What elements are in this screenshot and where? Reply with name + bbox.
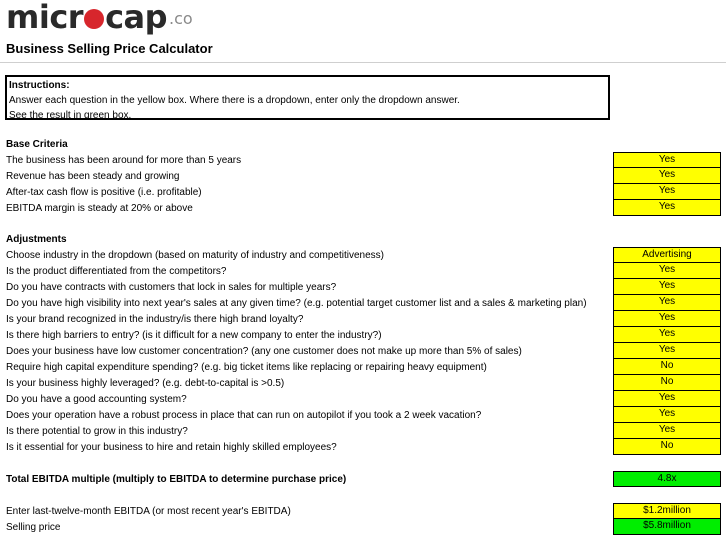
selling-price-result: $5.8million (613, 519, 721, 535)
ebitda-input[interactable]: $1.2million (613, 503, 721, 519)
adjustment-question-7: Does your business have low customer concentration? (any one customer does not make up more than 5% of sales) (6, 346, 522, 357)
instructions-line-1: Answer each question in the yellow box. Where there is a dropdown, enter only the dropdown answer. (9, 95, 460, 106)
base-answer-4[interactable]: Yes (613, 200, 721, 216)
base-question-3: After-tax cash flow is positive (i.e. profitable) (6, 187, 202, 198)
adjustment-question-6: Is there high barriers to entry? (is it difficult for a new company to enter the industry?) (6, 330, 382, 341)
logo-text-part1: micr (6, 0, 84, 36)
adjustment-question-4: Do you have high visibility into next year's sales at any given time? (e.g. potential target customer list and a sales & marketing plan) (6, 298, 587, 309)
adjustment-answer-2[interactable]: Yes (613, 263, 721, 279)
base-answer-1[interactable]: Yes (613, 152, 721, 168)
adjustment-answer-8[interactable]: No (613, 359, 721, 375)
adjustment-question-8: Require high capital expenditure spending? (e.g. big ticket items like replacing or repairing heavy equipment) (6, 362, 487, 373)
logo-dot-icon (84, 9, 104, 29)
base-question-4: EBITDA margin is steady at 20% or above (6, 203, 193, 214)
adjustment-question-13: Is it essential for your business to hire and retain highly skilled employees? (6, 442, 337, 453)
adjustment-question-9: Is your business highly leveraged? (e.g. debt-to-capital is >0.5) (6, 378, 285, 389)
industry-dropdown[interactable]: Advertising (613, 247, 721, 263)
instructions-heading: Instructions: (9, 80, 70, 91)
title-divider (0, 62, 726, 63)
adjustment-answer-10[interactable]: Yes (613, 391, 721, 407)
adjustments-heading: Adjustments (6, 234, 67, 245)
logo-suffix: .co (169, 9, 193, 28)
adjustment-answer-9[interactable]: No (613, 375, 721, 391)
adjustment-answer-5[interactable]: Yes (613, 311, 721, 327)
selling-price-label: Selling price (6, 522, 61, 533)
page-title: Business Selling Price Calculator (6, 41, 213, 56)
adjustment-answer-12[interactable]: Yes (613, 423, 721, 439)
adjustment-answer-11[interactable]: Yes (613, 407, 721, 423)
logo-text-part2: cap (105, 0, 168, 36)
total-multiple-result: 4.8x (613, 471, 721, 487)
adjustment-answer-7[interactable]: Yes (613, 343, 721, 359)
instructions-line-2: See the result in green box. (9, 110, 132, 121)
adjustment-question-3: Do you have contracts with customers that lock in sales for multiple years? (6, 282, 337, 293)
adjustment-answer-13[interactable]: No (613, 439, 721, 455)
adjustment-question-5: Is your brand recognized in the industry/is there high brand loyalty? (6, 314, 304, 325)
adjustment-question-1: Choose industry in the dropdown (based on maturity of industry and competitiveness) (6, 250, 384, 261)
adjustment-question-11: Does your operation have a robust process in place that can run on autopilot if you took a 2 week vacation? (6, 410, 482, 421)
adjustment-answer-4[interactable]: Yes (613, 295, 721, 311)
adjustment-answer-6[interactable]: Yes (613, 327, 721, 343)
base-answer-3[interactable]: Yes (613, 184, 721, 200)
ebitda-label: Enter last-twelve-month EBITDA (or most recent year's EBITDA) (6, 506, 291, 517)
adjustment-answer-3[interactable]: Yes (613, 279, 721, 295)
adjustment-question-2: Is the product differentiated from the competitors? (6, 266, 227, 277)
base-question-1: The business has been around for more than 5 years (6, 155, 242, 166)
microcap-logo (6, 0, 193, 34)
adjustment-question-12: Is there potential to grow in this industry? (6, 426, 188, 437)
base-question-2: Revenue has been steady and growing (6, 171, 180, 182)
base-criteria-heading: Base Criteria (6, 139, 68, 150)
base-answer-2[interactable]: Yes (613, 168, 721, 184)
instructions-box (5, 75, 610, 120)
adjustment-question-10: Do you have a good accounting system? (6, 394, 187, 405)
total-multiple-label: Total EBITDA multiple (multiply to EBITDA to determine purchase price) (6, 474, 347, 485)
